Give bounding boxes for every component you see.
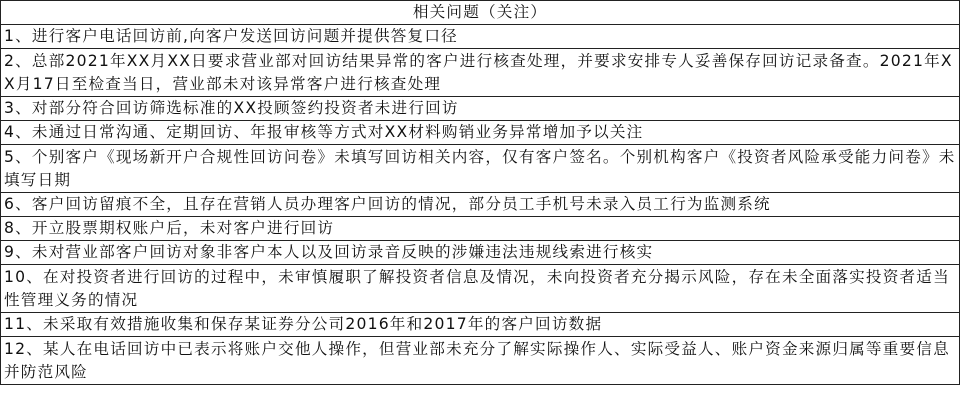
table-cell: 10、在对投资者进行回访的过程中，未审慎履职了解投资者信息及情况，未向投资者充分揭示风险，存在未全面落实投资者适当性管理义务的情况: [1, 265, 960, 313]
table-row: [1, 193, 960, 217]
table-row: [1, 97, 960, 121]
table-cell: 8、开立股票期权账户后，未对客户进行回访: [1, 217, 960, 241]
table-cell: 5、个别客户《现场新开户合规性回访问卷》未填写回访相关内容，仅有客户签名。个别机构客户《投资者风险承受能力问卷》未填写日期: [1, 145, 960, 193]
table-cell: 1、进行客户电话回访前,向客户发送回访问题并提供答复口径: [1, 25, 960, 49]
table-row: [1, 337, 960, 385]
table-row: [1, 217, 960, 241]
table-cell: 3、对部分符合回访筛选标准的XX投顾签约投资者未进行回访: [1, 97, 960, 121]
table-cell: 11、未采取有效措施收集和保存某证券分公司2016年和2017年的客户回访数据: [1, 313, 960, 337]
table-cell: 9、未对营业部客户回访对象非客户本人以及回访录音反映的涉嫌违法违规线索进行核实: [1, 241, 960, 265]
table-row: [1, 49, 960, 97]
table-cell: 6、客户回访留痕不全，且存在营销人员办理客户回访的情况，部分员工手机号未录入员工行为监测系统: [1, 193, 960, 217]
table-header-row: [1, 1, 960, 25]
table-row: [1, 265, 960, 313]
table-row: [1, 121, 960, 145]
table-row: [1, 313, 960, 337]
table-cell: 12、某人在电话回访中已表示将账户交他人操作，但营业部未充分了解实际操作人、实际受益人、账户资金来源归属等重要信息并防范风险: [1, 337, 960, 385]
table-cell: 4、未通过日常沟通、定期回访、年报审核等方式对XX材料购销业务异常增加予以关注: [1, 121, 960, 145]
table-row: [1, 241, 960, 265]
table-row: [1, 145, 960, 193]
table-header: 相关问题（关注）: [1, 1, 960, 25]
table-cell: 2、总部2021年XX月XX日要求营业部对回访结果异常的客户进行核查处理，并要求安排专人妥善保存回访记录备查。2021年XX月17日至检查当日，营业部未对该异常客户进行核查处理: [1, 49, 960, 97]
table-row: [1, 25, 960, 49]
